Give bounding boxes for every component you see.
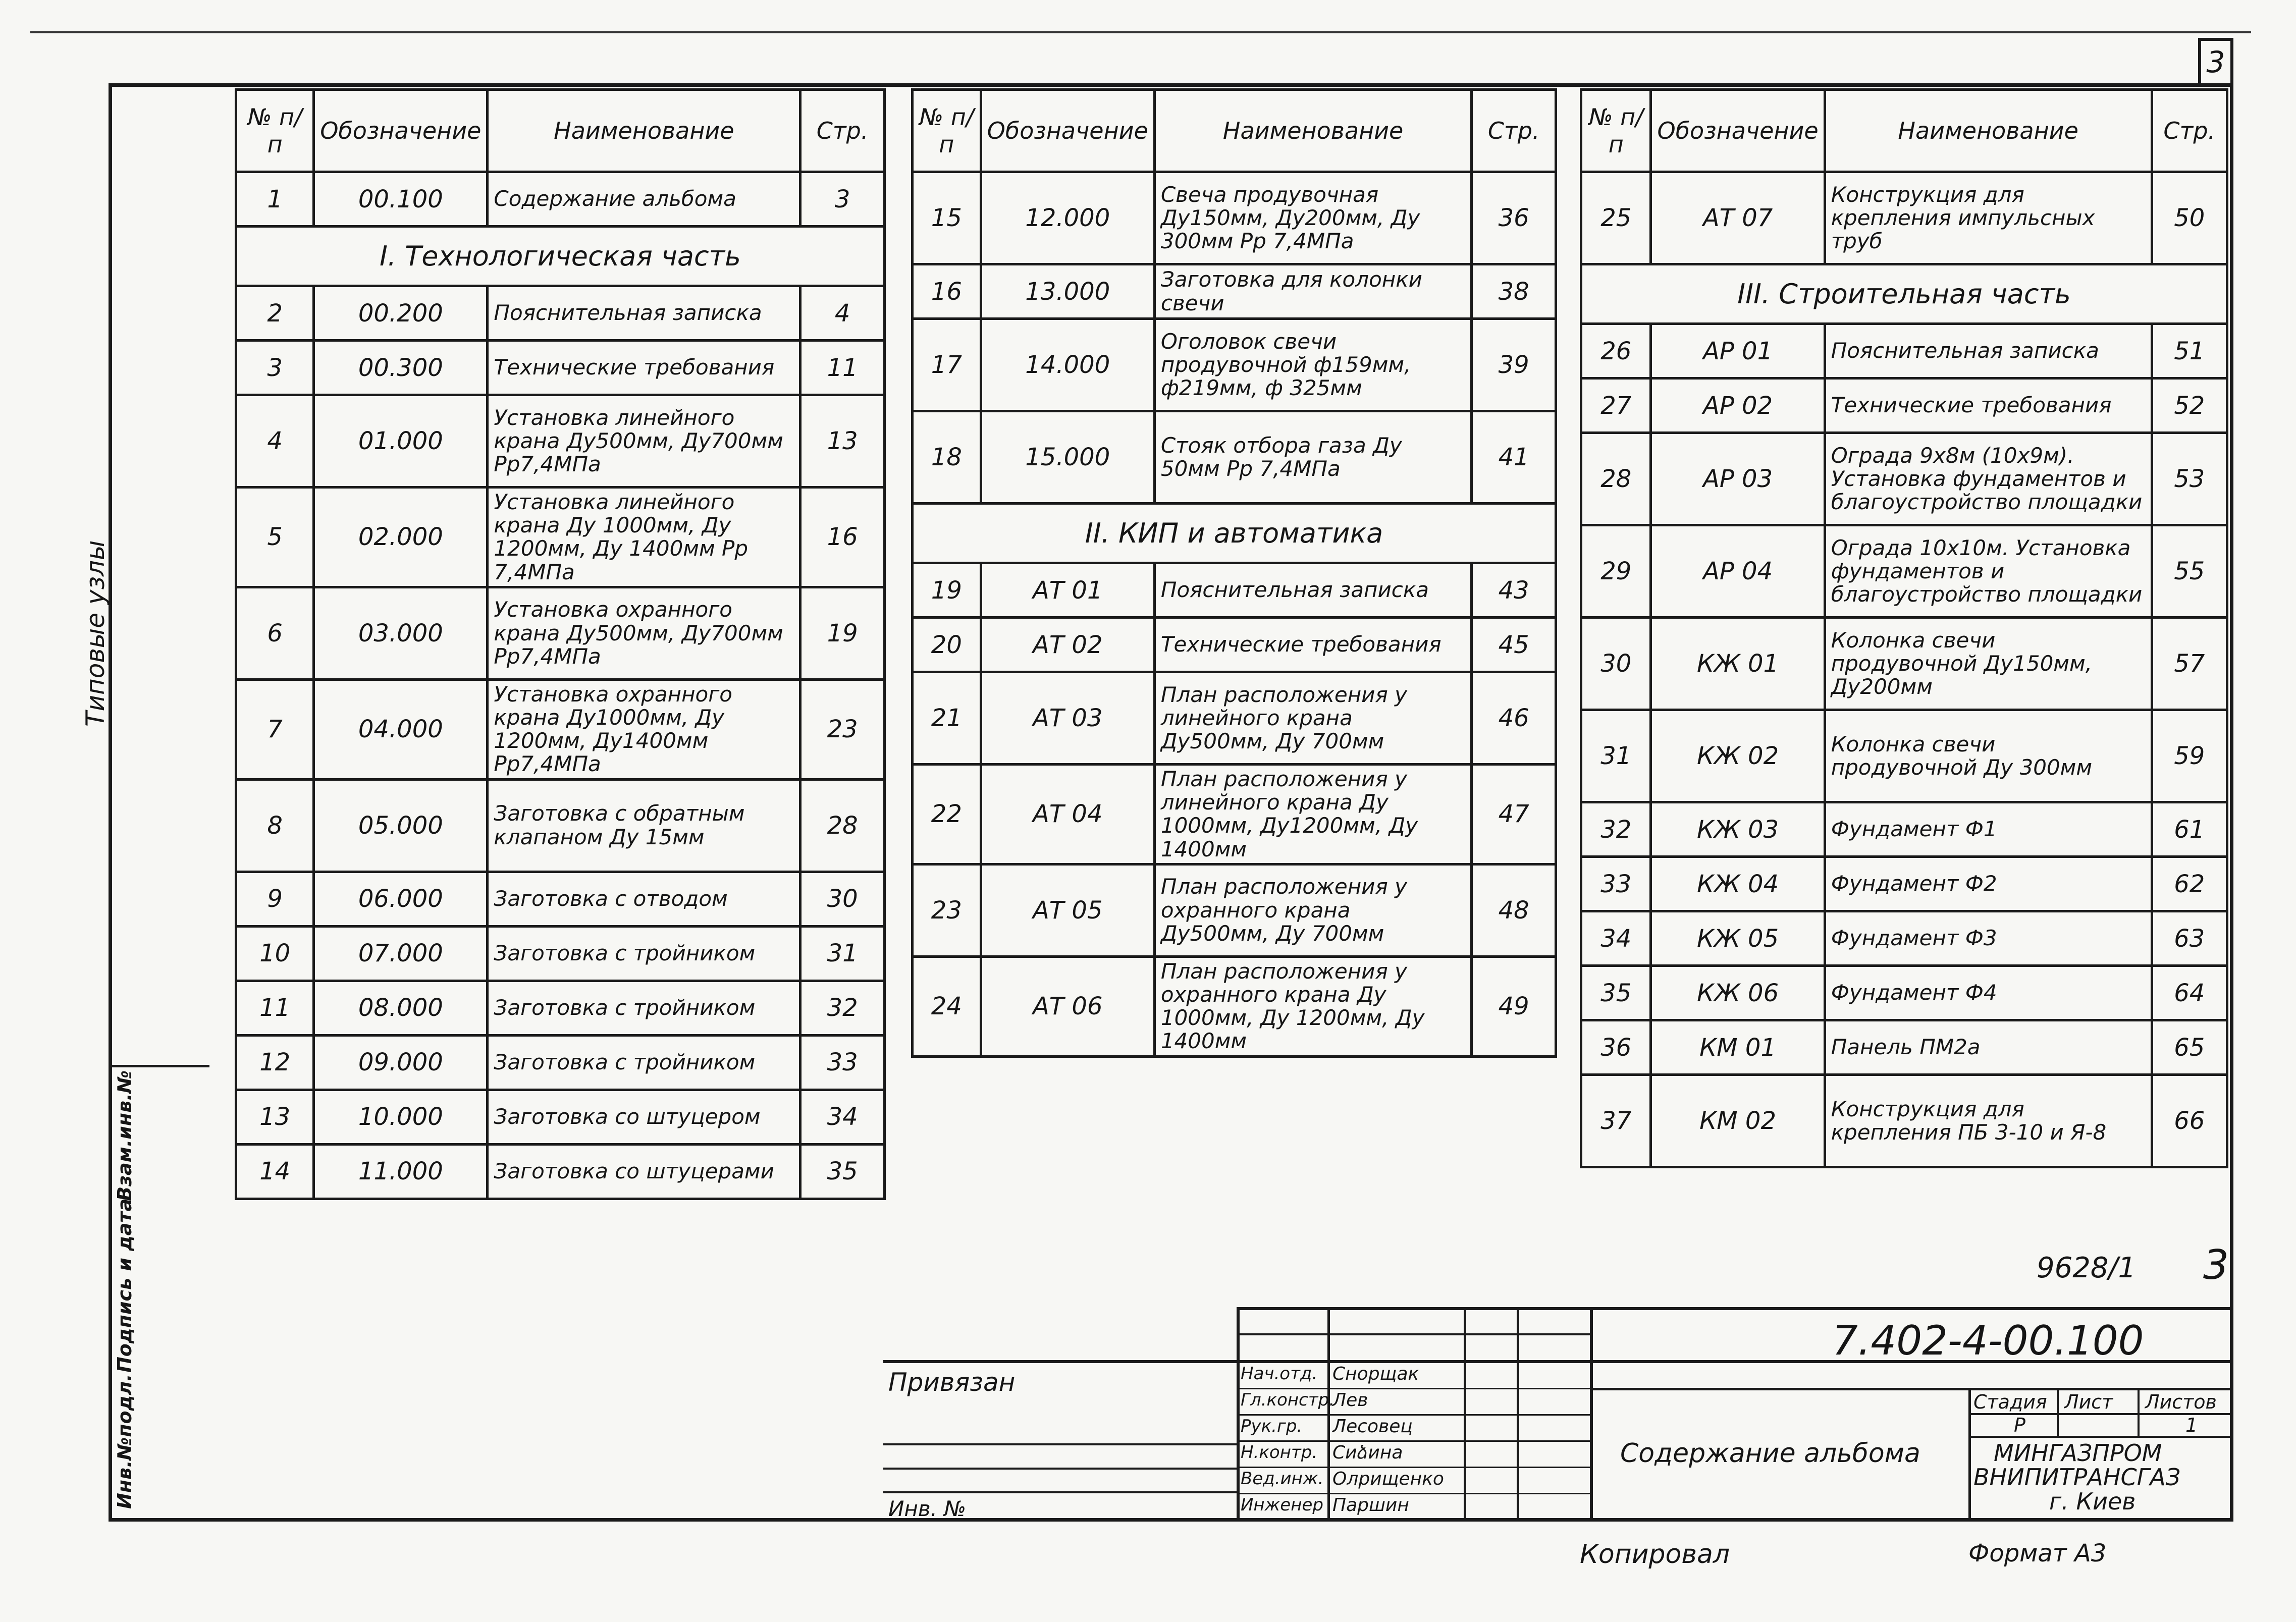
- inv-label: Инв. №: [888, 1496, 967, 1521]
- row-page: 65: [2152, 1020, 2227, 1075]
- table-row: [236, 395, 885, 488]
- table-row: [1581, 966, 2227, 1020]
- row-number: 30: [1581, 618, 1651, 710]
- table-row: [236, 286, 885, 341]
- row-number: 31: [1581, 710, 1651, 802]
- row-name: Заготовка с отводом: [488, 872, 800, 926]
- role-label: Н.контр.: [1241, 1442, 1318, 1463]
- row-name: Пояснительная записка: [1154, 563, 1472, 618]
- row-code: 07.000: [314, 926, 488, 981]
- table-row: [236, 872, 885, 926]
- row-page: 41: [1472, 411, 1556, 504]
- header-code: Обозначение: [314, 90, 488, 172]
- stage-value: Р: [2014, 1414, 2025, 1436]
- row-code: КЖ 03: [1651, 802, 1825, 857]
- row-page: 46: [1472, 672, 1556, 765]
- title-block: [883, 1307, 2233, 1522]
- row-page: 33: [800, 1035, 885, 1090]
- row-page: 3: [800, 172, 885, 227]
- table-row: [1581, 710, 2227, 802]
- row-code: 03.000: [314, 587, 488, 679]
- side-title: Типовые узлы: [81, 540, 110, 727]
- row-page: 48: [1472, 864, 1556, 956]
- sheets-label: Листов: [2145, 1391, 2217, 1413]
- table-row: [913, 618, 1556, 672]
- row-page: 45: [1472, 618, 1556, 672]
- row-code: 00.100: [314, 172, 488, 227]
- table-row: [1581, 525, 2227, 618]
- header-num: № п/п: [236, 90, 314, 172]
- row-name: Ограда 10х10м. Установка фундаментов и благоустройство площадки: [1825, 525, 2152, 618]
- strip-label-vzam: Взам.инв.№: [114, 1070, 136, 1201]
- row-name: Ограда 9х8м (10х9м). Установка фундаментов и благоустройство площадки: [1825, 433, 2152, 525]
- table-row: [913, 765, 1556, 864]
- row-code: КЖ 01: [1651, 618, 1825, 710]
- row-name: Установка охранного крана Ду1000мм, Ду 1200мм, Ду1400мм Рр7,4МПа: [488, 679, 800, 779]
- row-page: 53: [2152, 433, 2227, 525]
- role-label: Рук.гр.: [1241, 1416, 1303, 1436]
- row-name: Пояснительная записка: [1825, 324, 2152, 379]
- row-number: 15: [913, 172, 981, 264]
- row-page: 64: [2152, 966, 2227, 1020]
- row-name: Фундамент Ф2: [1825, 857, 2152, 911]
- row-page: 32: [800, 981, 885, 1035]
- row-page: 30: [800, 872, 885, 926]
- table-row: [1581, 172, 2227, 264]
- role-label: Инженер: [1241, 1495, 1323, 1515]
- row-code: АТ 03: [981, 672, 1154, 765]
- row-number: 18: [913, 411, 981, 504]
- row-code: 05.000: [314, 779, 488, 872]
- table-row: [913, 672, 1556, 765]
- row-code: КМ 01: [1651, 1020, 1825, 1075]
- table-row: [913, 319, 1556, 411]
- table-row: [913, 956, 1556, 1056]
- row-code: 10.000: [314, 1090, 488, 1144]
- section-title: I. Технологическая часть: [236, 227, 885, 286]
- header-num: № п/п: [1581, 90, 1651, 172]
- row-code: АТ 06: [981, 956, 1154, 1056]
- org-line-3: г. Киев: [2049, 1488, 2136, 1515]
- row-number: 27: [1581, 379, 1651, 433]
- row-number: 25: [1581, 172, 1651, 264]
- contents-table-1: [235, 88, 886, 1200]
- row-code: КМ 02: [1651, 1075, 1825, 1167]
- table-row: [913, 563, 1556, 618]
- row-name: Установка линейного крана Ду500мм, Ду700мм Рр7,4МПа: [488, 395, 800, 488]
- row-name: Установка линейного крана Ду 1000мм, Ду 1200мм, Ду 1400мм Рр 7,4МПа: [488, 488, 800, 587]
- row-number: 5: [236, 488, 314, 587]
- row-page: 57: [2152, 618, 2227, 710]
- header-name: Наименование: [1825, 90, 2152, 172]
- table-row: [236, 488, 885, 587]
- row-page: 63: [2152, 911, 2227, 966]
- row-number: 1: [236, 172, 314, 227]
- row-number: 2: [236, 286, 314, 341]
- row-code: АР 02: [1651, 379, 1825, 433]
- row-code: АТ 07: [1651, 172, 1825, 264]
- row-number: 8: [236, 779, 314, 872]
- org-line-1: МИНГАЗПРОМ: [1994, 1439, 2162, 1467]
- table-row: [1581, 857, 2227, 911]
- row-page: 19: [800, 587, 885, 679]
- row-page: 35: [800, 1144, 885, 1199]
- row-number: 36: [1581, 1020, 1651, 1075]
- row-name: План расположения у линейного крана Ду 1000мм, Ду1200мм, Ду 1400мм: [1154, 765, 1472, 864]
- row-page: 36: [1472, 172, 1556, 264]
- row-number: 28: [1581, 433, 1651, 525]
- privyazan-label: Привязан: [888, 1368, 1016, 1397]
- row-code: 01.000: [314, 395, 488, 488]
- row-code: 00.300: [314, 341, 488, 395]
- row-number: 32: [1581, 802, 1651, 857]
- table-row: [913, 172, 1556, 264]
- row-code: 06.000: [314, 872, 488, 926]
- table-row: [236, 926, 885, 981]
- person-name: Паршин: [1332, 1495, 1409, 1516]
- row-name: План расположения у охранного крана Ду 1000мм, Ду 1200мм, Ду 1400мм: [1154, 956, 1472, 1056]
- table-row: [1581, 802, 2227, 857]
- section-title: III. Строительная часть: [1581, 264, 2227, 324]
- table-row: [1581, 911, 2227, 966]
- contents-table-3: [1580, 88, 2228, 1168]
- table-row: [913, 864, 1556, 956]
- row-name: Стояк отбора газа Ду 50мм Рр 7,4МПа: [1154, 411, 1472, 504]
- row-number: 19: [913, 563, 981, 618]
- copied-label: Копировал: [1580, 1539, 1730, 1570]
- row-page: 13: [800, 395, 885, 488]
- table-row: [236, 1090, 885, 1144]
- row-page: 50: [2152, 172, 2227, 264]
- row-name: Заготовка со штуцером: [488, 1090, 800, 1144]
- person-name: Олрищенко: [1332, 1469, 1444, 1489]
- top-border-line: [30, 31, 2251, 33]
- header-page: Стр.: [1472, 90, 1556, 172]
- row-number: 16: [913, 264, 981, 319]
- person-name: Лев: [1332, 1390, 1368, 1411]
- row-code: 15.000: [981, 411, 1154, 504]
- table-row: [236, 1035, 885, 1090]
- row-code: АТ 05: [981, 864, 1154, 956]
- table-row: [236, 1144, 885, 1199]
- section-row: [236, 227, 885, 286]
- row-number: 4: [236, 395, 314, 488]
- role-label: Нач.отд.: [1241, 1364, 1318, 1384]
- section-row: [913, 504, 1556, 563]
- stage-label: Стадия: [1973, 1391, 2047, 1413]
- row-page: 39: [1472, 319, 1556, 411]
- side-strip: [109, 1065, 209, 1522]
- row-code: АТ 04: [981, 765, 1154, 864]
- org-line-2: ВНИПИТРАНСГАЗ: [1973, 1464, 2181, 1491]
- row-name: Заготовка с тройником: [488, 981, 800, 1035]
- section-title: II. КИП и автоматика: [913, 504, 1556, 563]
- strip-label-inv: Инв.№подл.: [114, 1374, 136, 1509]
- row-page: 55: [2152, 525, 2227, 618]
- row-code: 02.000: [314, 488, 488, 587]
- row-name: План расположения у охранного крана Ду500мм, Ду 700мм: [1154, 864, 1472, 956]
- drawing-code: 7.402-4-00.100: [1832, 1317, 2144, 1364]
- format-label: Формат А3: [1968, 1539, 2107, 1567]
- row-number: 20: [913, 618, 981, 672]
- row-page: 23: [800, 679, 885, 779]
- row-code: 09.000: [314, 1035, 488, 1090]
- row-name: Оголовок свечи продувочной ф159мм, ф219мм, ф 325мм: [1154, 319, 1472, 411]
- header-num: № п/п: [913, 90, 981, 172]
- row-name: Заготовка с обратным клапаном Ду 15мм: [488, 779, 800, 872]
- row-code: КЖ 04: [1651, 857, 1825, 911]
- row-number: 3: [236, 341, 314, 395]
- contents-table-2: [911, 88, 1557, 1058]
- row-code: АТ 01: [981, 563, 1154, 618]
- row-code: АТ 02: [981, 618, 1154, 672]
- row-name: Установка охранного крана Ду500мм, Ду700мм Рр7,4МПа: [488, 587, 800, 679]
- row-code: 11.000: [314, 1144, 488, 1199]
- table-row: [1581, 324, 2227, 379]
- row-name: Технические требования: [1154, 618, 1472, 672]
- row-page: 52: [2152, 379, 2227, 433]
- row-number: 23: [913, 864, 981, 956]
- row-page: 47: [1472, 765, 1556, 864]
- row-page: 62: [2152, 857, 2227, 911]
- row-code: КЖ 06: [1651, 966, 1825, 1020]
- section-row: [1581, 264, 2227, 324]
- row-page: 66: [2152, 1075, 2227, 1167]
- table-row: [913, 264, 1556, 319]
- row-name: Технические требования: [1825, 379, 2152, 433]
- row-number: 6: [236, 587, 314, 679]
- row-number: 12: [236, 1035, 314, 1090]
- row-name: Заготовка с тройником: [488, 1035, 800, 1090]
- doc-sheet: 3: [2203, 1241, 2229, 1288]
- row-name: Технические требования: [488, 341, 800, 395]
- row-name: Колонка свечи продувочной Ду 300мм: [1825, 710, 2152, 802]
- row-name: Заготовка с тройником: [488, 926, 800, 981]
- row-name: Конструкция для крепления ПБ 3-10 и Я-8: [1825, 1075, 2152, 1167]
- role-label: Гл.констр.: [1241, 1390, 1334, 1410]
- header-name: Наименование: [1154, 90, 1472, 172]
- row-code: 14.000: [981, 319, 1154, 411]
- row-name: Содержание альбома: [488, 172, 800, 227]
- table-row: [1581, 618, 2227, 710]
- row-number: 14: [236, 1144, 314, 1199]
- row-page: 4: [800, 286, 885, 341]
- row-code: КЖ 05: [1651, 911, 1825, 966]
- row-code: 04.000: [314, 679, 488, 779]
- sheets-value: 1: [2185, 1414, 2198, 1436]
- row-page: 38: [1472, 264, 1556, 319]
- row-name: Фундамент Ф4: [1825, 966, 2152, 1020]
- table-row: [1581, 1020, 2227, 1075]
- header-code: Обозначение: [1651, 90, 1825, 172]
- doc-number: 9628/1: [2037, 1252, 2137, 1284]
- row-number: 22: [913, 765, 981, 864]
- row-name: Фундамент Ф3: [1825, 911, 2152, 966]
- row-number: 13: [236, 1090, 314, 1144]
- row-number: 10: [236, 926, 314, 981]
- row-page: 49: [1472, 956, 1556, 1056]
- header-page: Стр.: [800, 90, 885, 172]
- person-name: Снорщак: [1332, 1364, 1419, 1384]
- row-name: Панель ПМ2а: [1825, 1020, 2152, 1075]
- sheet-label: Лист: [2064, 1391, 2113, 1413]
- table-row: [1581, 1075, 2227, 1167]
- row-page: 43: [1472, 563, 1556, 618]
- row-page: 34: [800, 1090, 885, 1144]
- row-name: Заготовка со штуцерами: [488, 1144, 800, 1199]
- row-page: 31: [800, 926, 885, 981]
- row-name: Заготовка для колонки свечи: [1154, 264, 1472, 319]
- row-page: 51: [2152, 324, 2227, 379]
- row-page: 61: [2152, 802, 2227, 857]
- row-page: 16: [800, 488, 885, 587]
- row-page: 59: [2152, 710, 2227, 802]
- row-name: Фундамент Ф1: [1825, 802, 2152, 857]
- table-row: [1581, 379, 2227, 433]
- strip-label-sign: Подпись и дата: [114, 1198, 136, 1373]
- row-page: 11: [800, 341, 885, 395]
- row-number: 9: [236, 872, 314, 926]
- table-row: [236, 981, 885, 1035]
- row-number: 11: [236, 981, 314, 1035]
- page-number: 3: [2198, 38, 2233, 83]
- person-name: Сиձина: [1332, 1442, 1403, 1463]
- role-label: Вед.инж.: [1241, 1469, 1324, 1489]
- row-code: 00.200: [314, 286, 488, 341]
- row-number: 21: [913, 672, 981, 765]
- table-row: [913, 411, 1556, 504]
- table-row: [236, 587, 885, 679]
- sheet-title: Содержание альбома: [1620, 1438, 1920, 1469]
- header-page: Стр.: [2152, 90, 2227, 172]
- header-name: Наименование: [488, 90, 800, 172]
- row-name: Конструкция для крепления импульсных труб: [1825, 172, 2152, 264]
- row-number: 34: [1581, 911, 1651, 966]
- table-row: [236, 172, 885, 227]
- row-number: 33: [1581, 857, 1651, 911]
- table-row: [236, 779, 885, 872]
- row-code: 13.000: [981, 264, 1154, 319]
- row-number: 29: [1581, 525, 1651, 618]
- row-code: КЖ 02: [1651, 710, 1825, 802]
- row-code: АР 04: [1651, 525, 1825, 618]
- row-code: 12.000: [981, 172, 1154, 264]
- table-row: [236, 341, 885, 395]
- row-number: 26: [1581, 324, 1651, 379]
- row-name: Колонка свечи продувочной Ду150мм, Ду200мм: [1825, 618, 2152, 710]
- row-code: АР 01: [1651, 324, 1825, 379]
- row-number: 7: [236, 679, 314, 779]
- table-row: [236, 679, 885, 779]
- header-code: Обозначение: [981, 90, 1154, 172]
- row-number: 37: [1581, 1075, 1651, 1167]
- row-page: 28: [800, 779, 885, 872]
- row-number: 17: [913, 319, 981, 411]
- table-row: [1581, 433, 2227, 525]
- row-name: Свеча продувочная Ду150мм, Ду200мм, Ду 300мм Рр 7,4МПа: [1154, 172, 1472, 264]
- row-name: План расположения у линейного крана Ду500мм, Ду 700мм: [1154, 672, 1472, 765]
- person-name: Лесовец: [1332, 1416, 1413, 1437]
- row-code: 08.000: [314, 981, 488, 1035]
- row-number: 35: [1581, 966, 1651, 1020]
- row-name: Пояснительная записка: [488, 286, 800, 341]
- row-code: АР 03: [1651, 433, 1825, 525]
- row-number: 24: [913, 956, 981, 1056]
